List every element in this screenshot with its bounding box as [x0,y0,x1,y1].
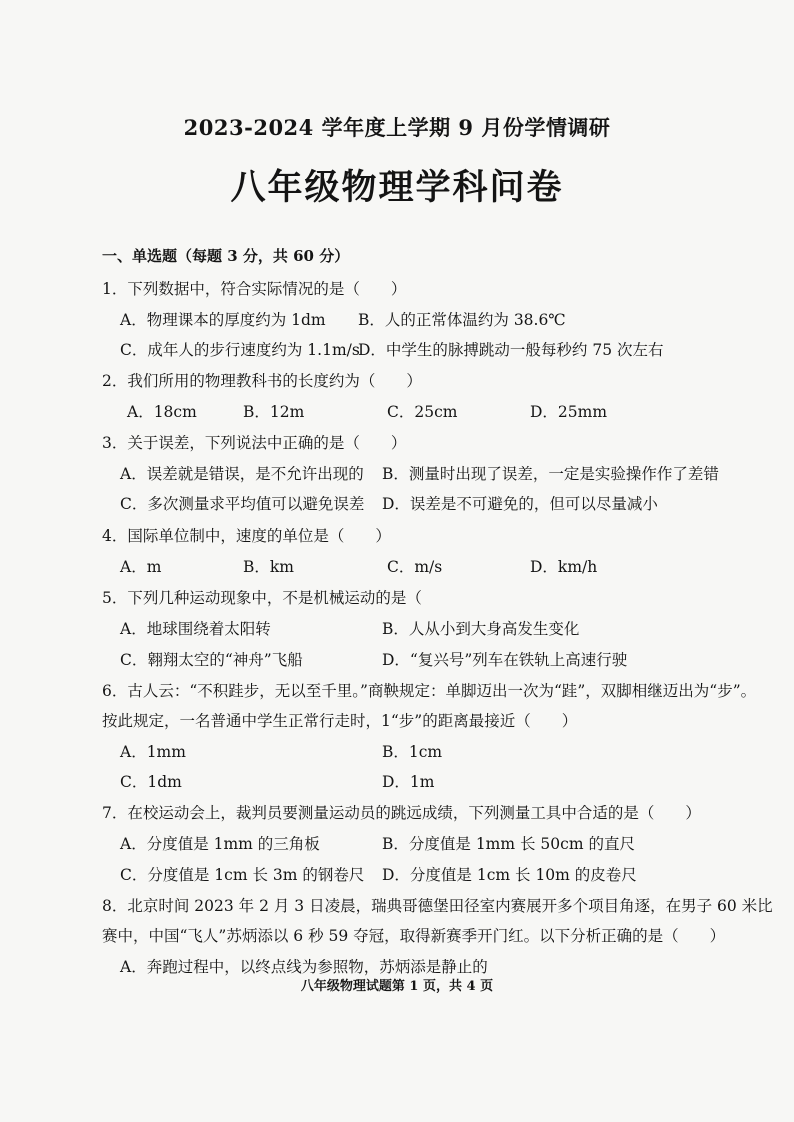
question-6-option-b: B．1cm [382,743,443,761]
question-7-option-d: D．分度值是 1cm 长 10m 的皮卷尺 [382,866,637,884]
page-footer: 八年级物理试题第 1 页，共 4 页 [300,979,494,994]
question-7-option-b: B．分度值是 1mm 长 50cm 的直尺 [382,835,635,853]
question-6-option-c: C．1dm [120,773,182,791]
question-1-option-c: C．成年人的步行速度约为 1.1m/s [120,341,360,359]
question-2-stem: 2．我们所用的物理教科书的长度约为（ ） [102,372,422,390]
question-5-option-b: B．人从小到大身高发生变化 [382,620,580,638]
question-1-option-d: D．中学生的脉搏跳动一般每秒约 75 次左右 [358,341,664,359]
question-2-option-c: C．25cm [387,403,458,421]
question-6-option-a: A．1mm [120,743,186,761]
question-3-option-d: D．误差是不可避免的，但可以尽量减小 [382,495,658,513]
question-5-option-d: D．“复兴号”列车在铁轨上高速行驶 [382,651,628,669]
question-7-option-c: C．分度值是 1cm 长 3m 的钢卷尺 [120,866,365,884]
question-4-option-a: A．m [120,558,162,576]
question-2-option-a: A．18cm [127,403,197,421]
question-4-option-d: D．km/h [530,558,598,576]
question-4-option-b: B．km [243,558,294,576]
question-3-option-b: B．测量时出现了误差，一定是实验操作作了差错 [382,465,719,483]
question-2-option-d: D．25mm [530,403,608,421]
question-6-option-d: D．1m [382,773,435,791]
question-5-option-c: C．翱翔太空的“神舟”飞船 [120,651,303,669]
exam-title: 八年级物理学科问卷 [230,167,564,208]
question-6-stem: 6．古人云：“不积跬步，无以至千里。”商鞅规定：单脚迈出一次为“跬”，双脚相继迈出为“步”。 [102,682,757,700]
question-4-stem: 4．国际单位制中，速度的单位是（ ） [102,527,391,545]
question-7-option-a: A．分度值是 1mm 的三角板 [120,835,320,853]
question-3-stem: 3．关于误差，下列说法中正确的是（ ） [102,434,407,452]
question-1-option-a: A．物理课本的厚度约为 1dm [120,311,326,329]
question-3-option-c: C．多次测量求平均值可以避免误差 [120,495,365,513]
question-5-stem: 5．下列几种运动现象中，不是机械运动的是（ [102,589,422,607]
question-3-option-a: A．误差就是错误，是不允许出现的 [120,465,364,483]
question-1-stem: 1．下列数据中，符合实际情况的是（ ） [102,280,407,298]
exam-subtitle: 2023-2024 学年度上学期 9 月份学情调研 [183,115,611,140]
question-5-option-a: A．地球围绕着太阳转 [120,620,271,638]
question-6-stem-continued: 按此规定，一名普通中学生正常行走时，1“步”的距离最接近（ ） [102,712,578,730]
question-2-option-b: B．12m [243,403,305,421]
question-4-option-c: C．m/s [387,558,443,576]
question-1-option-b: B．人的正常体温约为 38.6℃ [358,311,566,329]
section-heading: 一、单选题（每题 3 分，共 60 分） [102,247,350,265]
question-8-option-a: A．奔跑过程中，以终点线为参照物，苏炳添是静止的 [120,958,488,976]
question-7-stem: 7．在校运动会上，裁判员要测量运动员的跳远成绩，下列测量工具中合适的是（ ） [102,804,701,822]
question-8-stem: 8．北京时间 2023 年 2 月 3 日凌晨，瑞典哥德堡田径室内赛展开多个项目角逐，在男子 60 米比 [102,897,773,915]
question-8-stem-continued: 赛中，中国“飞人”苏炳添以 6 秒 59 夺冠，取得新赛季开门红。以下分析正确的是（ ） [102,927,726,945]
